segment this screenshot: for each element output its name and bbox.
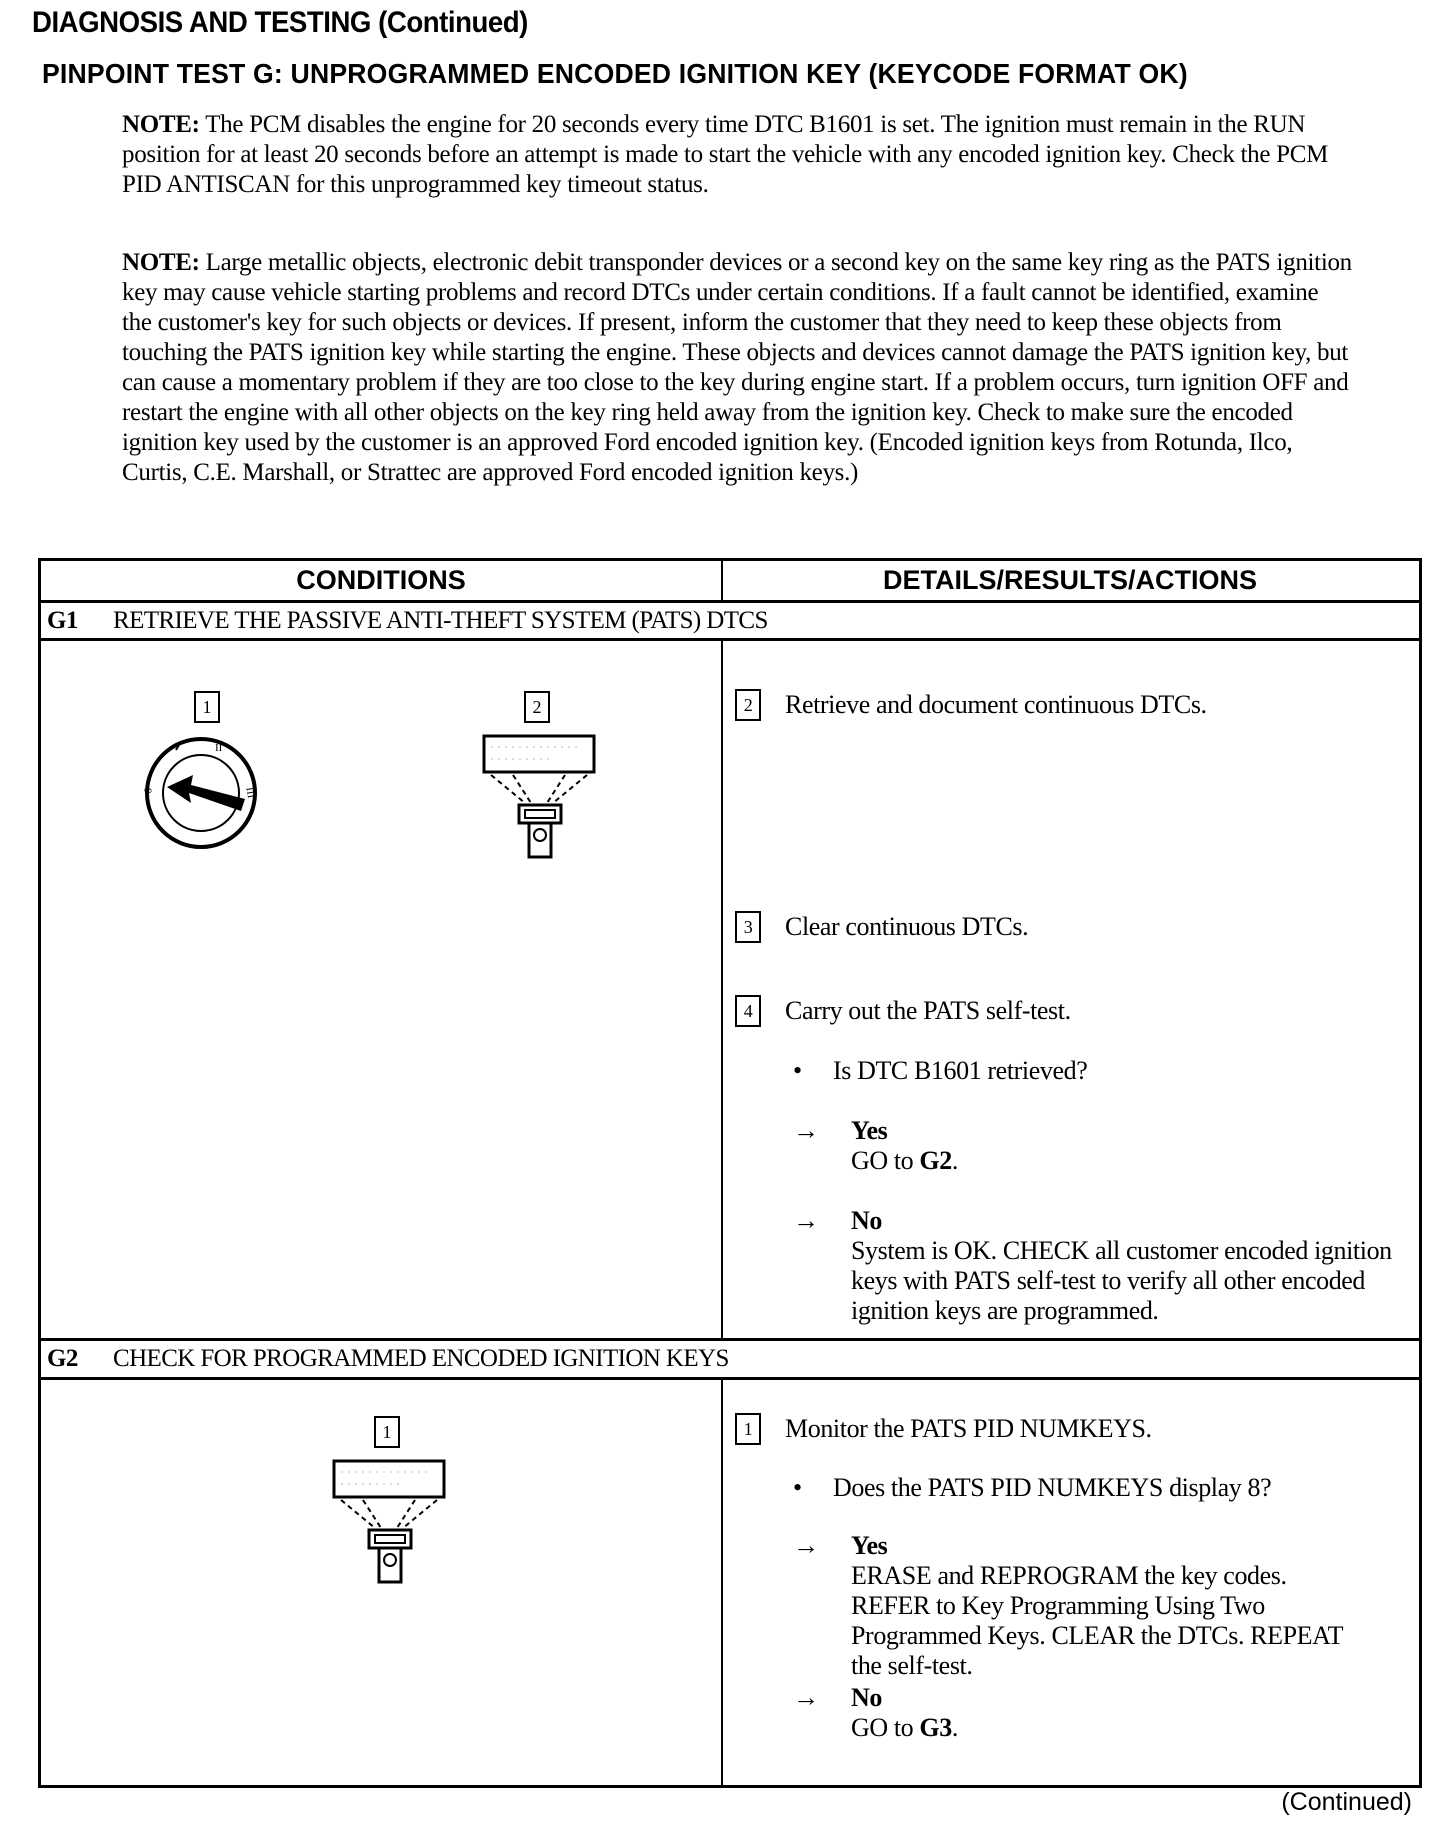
note-pcm-disable xyxy=(122,110,1352,200)
action-text: Clear continuous DTCs. xyxy=(785,912,1029,941)
bullet-icon: • xyxy=(793,1473,802,1502)
step-id: G2 xyxy=(47,1345,78,1372)
question-text: Is DTC B1601 retrieved? xyxy=(833,1056,1088,1085)
action-text: Monitor the PATS PID NUMKEYS. xyxy=(785,1414,1152,1443)
action-step-4: 4 Carry out the PATS self-test. xyxy=(735,995,1071,1027)
svg-text:0: 0 xyxy=(142,786,155,795)
pinpoint-test-table xyxy=(38,558,1422,1788)
result-no-g1: → No System is OK. CHECK all customer encoded ignition keys with PATS self-test to verify all other encoded ignition keys are programmed. xyxy=(793,1206,1392,1325)
svg-text:III: III xyxy=(243,786,258,800)
column-header-actions: DETAILS/RESULTS/ACTIONS xyxy=(882,565,1257,595)
diagram-label-2: 2 xyxy=(524,691,550,723)
continued-label: (Continued) xyxy=(1281,1788,1412,1816)
note-label: NOTE: xyxy=(122,111,200,138)
scan-tool-icon xyxy=(331,1458,451,1588)
question-g2 xyxy=(793,1473,1271,1503)
goto-link-g3[interactable]: G3 xyxy=(919,1713,952,1742)
page-title: DIAGNOSIS AND TESTING (Continued) xyxy=(32,6,528,39)
result-answer: Yes xyxy=(851,1531,888,1560)
table-header-row xyxy=(41,561,1419,603)
bullet-icon: • xyxy=(793,1056,802,1085)
note-label: NOTE: xyxy=(122,249,200,276)
step-header-g2 xyxy=(41,1338,1419,1380)
result-answer: No xyxy=(851,1683,882,1712)
result-yes-g2: → Yes ERASE and REPROGRAM the key codes. REFER to Key Programming Using Two Programmed Keys. CLEAR the DTCs. REPEAT the self-test. xyxy=(793,1531,1343,1680)
note-metallic-objects xyxy=(122,248,1352,488)
diagram-label-1: 1 xyxy=(194,691,220,723)
note-text: Large metallic objects, electronic debit transponder devices or a second key on the same key ring as the PATS ignition key may cause vehicle starting problems and record DTCs under certain conditions. If a fault cannot be identified, examine the customer's key for such objects or devices. If present, inform the customer that they need to keep these objects from touching the PATS ignition key while starting the engine. These objects and devices cannot damage the PATS ignition key, but can cause a momentary problem if they are too close to the key during engine start. If a problem occurs, turn ignition OFF and restart the engine with all other objects on the key ring held away from the ignition key. Check to make sure the encoded ignition key used by the customer is an approved Ford encoded ignition key. (Encoded ignition keys from Rotunda, Ilco, Curtis, C.E. Marshall, or Strattec are approved Ford encoded ignition keys.) xyxy=(122,249,1352,486)
arrow-icon: → xyxy=(793,1531,819,1560)
diagram-label-1: 1 xyxy=(374,1416,400,1448)
action-step-1: 1 Monitor the PATS PID NUMKEYS. xyxy=(735,1413,1152,1445)
arrow-icon: → xyxy=(793,1206,819,1235)
question-text: Does the PATS PID NUMKEYS display 8? xyxy=(833,1473,1272,1502)
action-text: Carry out the PATS self-test. xyxy=(785,996,1071,1025)
question-g1 xyxy=(793,1056,1087,1086)
action-step-3: 3 Clear continuous DTCs. xyxy=(735,911,1028,943)
scan-tool-icon xyxy=(481,733,601,863)
column-divider xyxy=(721,641,723,1338)
result-answer: No xyxy=(851,1206,882,1235)
result-yes-g1: → Yes GO to G2. xyxy=(793,1116,958,1175)
result-no-g2: → No GO to G3. xyxy=(793,1683,958,1742)
arrow-icon: → xyxy=(793,1116,819,1145)
step-id: G1 xyxy=(47,606,78,634)
goto-link-g2[interactable]: G2 xyxy=(919,1146,952,1175)
step-title: CHECK FOR PROGRAMMED ENCODED IGNITION KEYS xyxy=(113,1345,729,1372)
action-step-2: 2 Retrieve and document continuous DTCs. xyxy=(735,689,1207,721)
action-text: Retrieve and document continuous DTCs. xyxy=(785,690,1207,719)
column-header-conditions: CONDITIONS xyxy=(296,565,466,595)
svg-text:II: II xyxy=(215,742,223,754)
step-title: RETRIEVE THE PASSIVE ANTI-THEFT SYSTEM (PATS) DTCS xyxy=(113,606,768,634)
note-text: The PCM disables the engine for 20 seconds every time DTC B1601 is set. The ignition must remain in the RUN position for at least 20 seconds before an attempt is made to start the vehicle with any encoded ignition key. Check the PCM PID ANTISCAN for this unprogrammed key timeout status. xyxy=(122,111,1329,198)
step-header-g1 xyxy=(41,603,1419,641)
ignition-switch-icon xyxy=(131,731,271,851)
arrow-icon: → xyxy=(793,1683,819,1712)
result-answer: Yes xyxy=(851,1116,888,1145)
column-divider xyxy=(721,1380,723,1785)
column-divider xyxy=(721,561,723,603)
pinpoint-test-title: PINPOINT TEST G: UNPROGRAMMED ENCODED IGNITION KEY (KEYCODE FORMAT OK) xyxy=(42,58,1188,89)
